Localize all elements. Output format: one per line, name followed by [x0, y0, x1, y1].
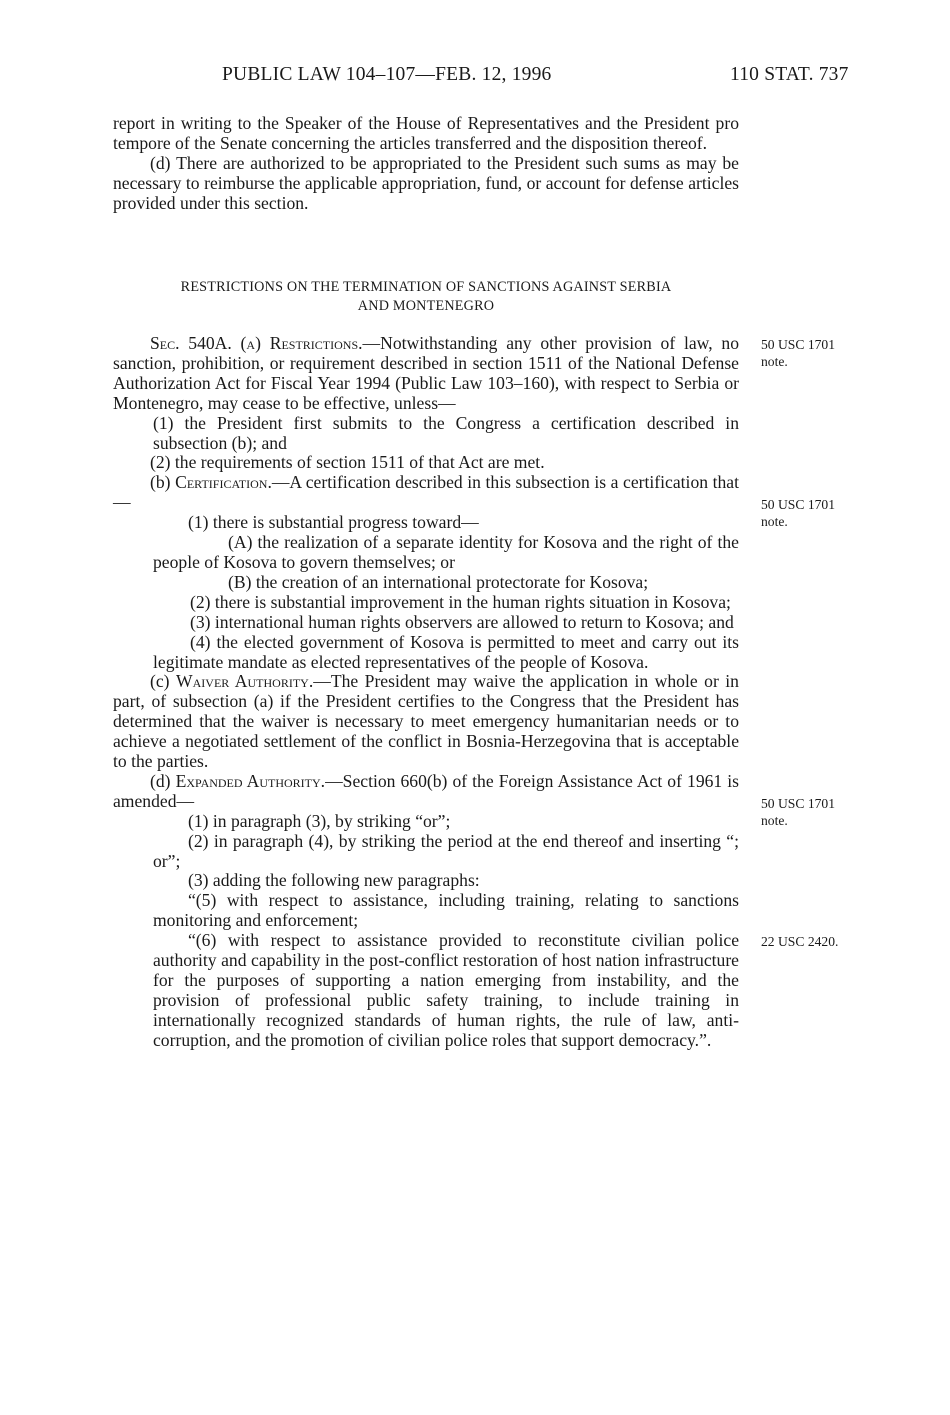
- subsection-d-para2: (2) in paragraph (4), by striking the period at the end thereof and inserting “; or”;: [153, 830, 739, 871]
- header-title: PUBLIC LAW 104–107—FEB. 12, 1996: [222, 64, 552, 85]
- subsection-b-para1-A: (A) the realization of a separate identity for Kosova and the right of the people of Kosova to govern themselves; or: [153, 532, 739, 572]
- margin-note-4: 22 USC 2420.: [761, 934, 839, 949]
- subsection-a-para2: (2) the requirements of section 1511 of that Act are met.: [150, 452, 545, 473]
- subsection-a-para1: [76, 414, 739, 454]
- subsection-a: [113, 334, 739, 414]
- subsection-d-para3: (3) adding the following new paragraphs:: [188, 870, 480, 891]
- margin-note-2-citation: 50 USC 1701: [761, 497, 836, 512]
- subsection-d-text: .—Section 660(b) of the Foreign Assistance Act of 1961 is amended—: [113, 770, 739, 811]
- margin-note-2: [761, 496, 835, 530]
- section-heading: [113, 278, 739, 316]
- subsection-b: [113, 473, 739, 513]
- subsection-c-title: Waiver Authority: [176, 671, 309, 692]
- intro-paragraph-d: (d) There are authorized to be appropriated to the President such sums as may be necessary to reimburse the applicable appropriation, fund, or account for defense articles provided under this section.: [113, 152, 739, 213]
- margin-note-2-label: note.: [761, 514, 788, 529]
- subsection-b-text: .—A certification described in this subsection is a certification that—: [113, 472, 739, 513]
- section-heading-line1: RESTRICTIONS ON THE TERMINATION OF SANCTIONS AGAINST SERBIA: [180, 279, 672, 295]
- new-paragraph-6: “(6) with respect to assistance provided to reconstitute civilian police authority and capability in the post-conflict restoration of host nation infrastructure for the purposes of supporting a nation emerging from instability, and the provision of professional public safety training, to include training in internationally recognized standards of human rights, the rule of law, anti-corruption, and the promotion of civilian police roles that support democracy.”.: [153, 930, 739, 1050]
- subsection-b-para2: (2) there is substantial improvement in the human rights situation in Kosova;: [190, 591, 731, 612]
- section-540a: [113, 334, 739, 1051]
- margin-note-3: [761, 795, 835, 829]
- subsection-c-text: .—The President may waive the application in whole or in part, of subsection (a) if the President certifies to the Congress that the President has determined that the waiver is necessary to meet emergency humanitarian needs or to achieve a negotiated settlement of the conflict in Bosnia-Herzegovina that is acceptable to the parties.: [113, 671, 739, 772]
- section-heading-line2: AND MONTENEGRO: [357, 298, 495, 314]
- subsection-d-para1: (1) in paragraph (3), by striking “or”;: [188, 810, 451, 831]
- subsection-a-title: Restrictions: [269, 333, 359, 353]
- subsection-d: [113, 772, 739, 812]
- new-paragraph-5: “(5) with respect to assistance, including training, relating to sanctions monitoring and enforcement;: [153, 890, 739, 931]
- subsection-b-title: Certification: [175, 472, 268, 493]
- subsection-a-prefix: Sec. 540A. (a): [150, 333, 270, 353]
- intro-block: [113, 114, 739, 214]
- subsection-b-para1-B: (B) the creation of an international protectorate for Kosova;: [228, 571, 649, 592]
- header-stat-page: 110 STAT. 737: [730, 64, 849, 85]
- subsection-c: [113, 672, 739, 772]
- subsection-a-para1-text: (1) the President first submits to the Congress a certification described in subsection (b); and: [153, 412, 739, 453]
- margin-note-1-citation: 50 USC 1701: [761, 337, 836, 352]
- subsection-a-text: .—Notwithstanding any other provision of law, no sanction, prohibition, or requirement described in section 1511 of the National Defense Authorization Act for Fiscal Year 1994 (Public Law 103–160), with respect to Serbia or Montenegro, may cease to be effective, unless—: [113, 333, 739, 413]
- subsection-b-prefix: (b): [150, 472, 176, 493]
- margin-note-1: [761, 336, 835, 370]
- subsection-b-para3: (3) international human rights observers are allowed to return to Kosova; and: [190, 611, 734, 632]
- subsection-d-title: Expanded Authority: [175, 770, 321, 791]
- subsection-d-prefix: (d): [150, 770, 176, 791]
- margin-note-3-label: note.: [761, 813, 788, 828]
- subsection-b-para1: (1) there is substantial progress toward—: [188, 512, 479, 533]
- subsection-b-para4: (4) the elected government of Kosova is permitted to meet and carry out its legitimate mandate as elected representatives of the people of Kosova.: [153, 631, 739, 672]
- margin-note-3-citation: 50 USC 1701: [761, 796, 836, 811]
- intro-paragraph-continuation: report in writing to the Speaker of the House of Representatives and the President pro tempore of the Senate concerning the articles transferred and the disposition thereof.: [113, 113, 739, 153]
- subsection-c-prefix: (c): [150, 671, 177, 692]
- margin-note-1-label: note.: [761, 354, 788, 369]
